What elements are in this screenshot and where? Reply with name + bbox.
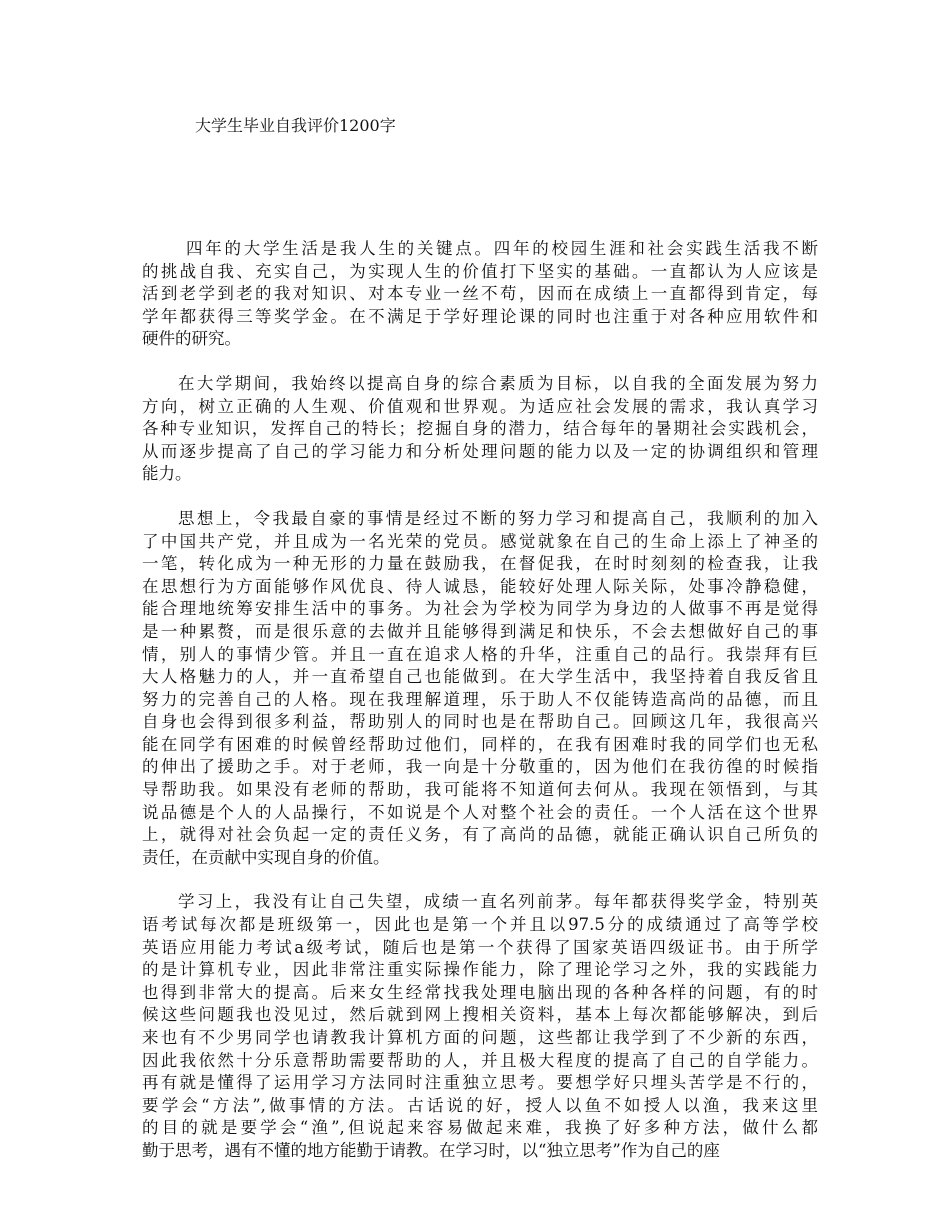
paragraph-line: 一笔，转化成为一种无形的力量在鼓励我，在督促我，在时时刻刻的检查我，让我 [142,554,818,574]
paragraph-line: 活到老学到老的我对知识、对本专业一丝不苟，因而在成绩上一直都得到肯定，每 [142,284,818,304]
paragraph-line: 大人格魅力的人，并一直希望自己也能做到。在大学生活中，我坚持着自我反省且 [142,667,818,687]
paragraph-line: 学习上，我没有让自己失望，成绩一直名列前茅。每年都获得奖学金，特别英 [178,892,818,912]
paragraph-line: 能在同学有困难的时候曾经帮助过他们，同样的，在我有困难时我的同学们也无私 [142,734,818,754]
paragraph-line: 硬件的研究。 [142,329,241,349]
paragraph [142,508,818,870]
paragraph-line: 各种专业知识，发挥自己的特长；挖掘自身的潜力，结合每年的暑期社会实践机会， [142,419,818,439]
paragraph-line: 在思想行为方面能够作风优良、待人诚恳，能较好处理人际关际，处事冷静稳健， [142,576,818,596]
paragraph-line: 候这些问题我也没见过，然后就到网上搜相关资料，基本上每次都能够解决，到后 [142,1005,818,1025]
paragraph-line: 再有就是懂得了运用学习方法同时注重独立思考。要想学好只埋头苦学是不行的， [142,1073,818,1093]
paragraph-line: 要学会“方法”,做事情的方法。古话说的好，授人以鱼不如授人以渔，我来这里 [142,1095,818,1115]
paragraph-line: 情，别人的事情少管。并且一直在追求人格的升华，注重自己的品行。我崇拜有巨 [142,644,818,664]
paragraph-line: 语考试每次都是班级第一，因此也是第一个并且以97.5分的成绩通过了高等学校 [142,915,818,935]
paragraph-line: 方向，树立正确的人生观、价值观和世界观。为适应社会发展的需求，我认真学习 [142,396,818,416]
paragraph-line: 勤于思考，遇有不懂的地方能勤于请教。在学习时，以“独立思考”作为自己的座 [142,1140,720,1160]
paragraph [142,373,818,486]
paragraph-line: 四年的大学生活是我人生的关键点。四年的校园生涯和社会实践生活我不断 [186,239,818,258]
paragraph-line: 的挑战自我、充实自己，为实现人生的价值打下坚实的基础。一直都认为人应该是 [142,261,818,281]
paragraph-line: 也得到非常大的提高。后来女生经常找我处理电脑出现的各种各样的问题，有的时 [142,982,818,1002]
paragraph-line: 努力的完善自己的人格。现在我理解道理，乐于助人不仅能铸造高尚的品德，而且 [142,689,818,709]
paragraph-line: 英语应用能力考试a级考试，随后也是第一个获得了国家英语四级证书。由于所学 [142,937,818,957]
paragraph-line: 的伸出了援助之手。对于老师，我一向是十分敬重的，因为他们在我彷徨的时候指 [142,757,818,777]
paragraph-line: 是一种累赘，而是很乐意的去做并且能够得到满足和快乐，不会去想做好自己的事 [142,621,818,641]
paragraph-line: 能合理地统筹安排生活中的事务。为社会为学校为同学为身边的人做事不再是觉得 [142,599,818,619]
paragraph-line: 因此我依然十分乐意帮助需要帮助的人，并且极大程度的提高了自己的自学能力。 [142,1050,818,1070]
paragraph-line: 思想上，令我最自豪的事情是经过不断的努力学习和提高自己，我顺利的加入 [178,508,818,528]
paragraph-line: 从而逐步提高了自己的学习能力和分析处理问题的能力以及一定的协调组织和管理 [142,441,818,461]
document-title: 大学生毕业自我评价1200字 [195,116,396,135]
paragraph-line: 在大学期间，我始终以提高自身的综合素质为目标，以自我的全面发展为努力 [178,373,818,393]
paragraph [142,891,818,1162]
paragraph-line: 学年都获得三等奖学金。在不满足于学好理论课的同时也注重于对各种应用软件和 [142,306,818,326]
paragraph-line: 的目的就是要学会“渔”,但说起来容易做起来难，我换了好多种方法，做什么都 [142,1118,818,1138]
paragraph-line: 责任，在贡献中实现自身的价值。 [142,847,390,867]
paragraph-line: 上，就得对社会负起一定的责任义务，有了高尚的品德，就能正确认识自己所负的 [142,825,818,845]
paragraph-line: 说品德是个人的人品操行，不如说是个人对整个社会的责任。一个人活在这个世界 [142,802,818,822]
paragraph-line: 导帮助我。如果没有老师的帮助，我可能将不知道何去何从。我现在领悟到，与其 [142,780,818,800]
paragraph [142,238,818,351]
paragraph-line: 的是计算机专业，因此非常注重实际操作能力，除了理论学习之外，我的实践能力 [142,960,818,980]
paragraph-line: 能力。 [142,464,192,484]
document-body [142,238,818,1185]
paragraph-line: 了中国共产党，并且成为一名光荣的党员。感觉就象在自己的生命上添上了神圣的 [142,531,818,551]
paragraph-line: 来也有不少男同学也请教我计算机方面的问题，这些都让我学到了不少新的东西， [142,1028,818,1047]
paragraph-line: 自身也会得到很多利益，帮助别人的同时也是在帮助自己。回顾这几年，我很高兴 [142,712,818,732]
